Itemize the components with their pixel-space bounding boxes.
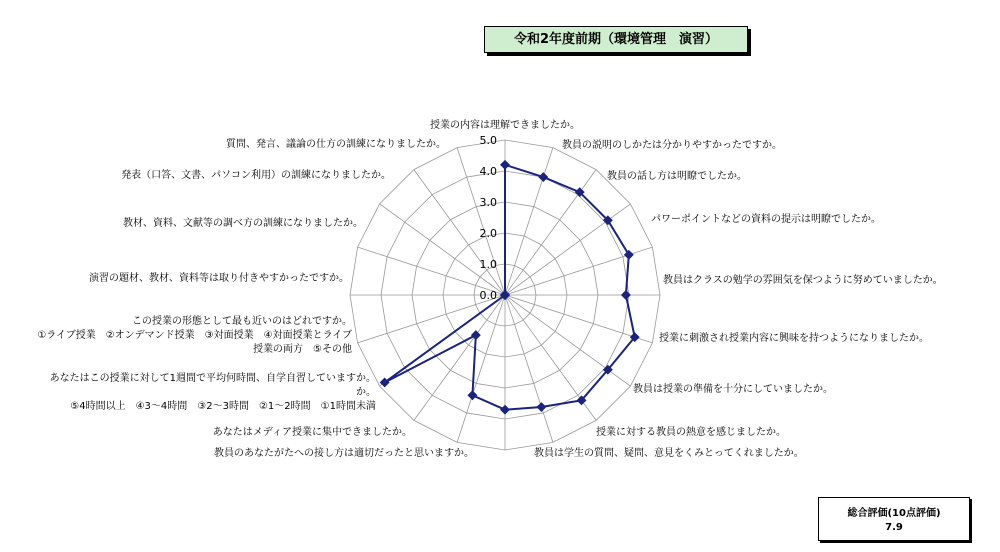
category-label: 授業の両方 ⑤その他 xyxy=(253,344,352,355)
category-label: 演習の題材、教材、資料等は取り付きやすかったですか。 xyxy=(89,273,349,284)
category-label: 教員の説明のしかたは分かりやすかったですか。 xyxy=(562,140,782,151)
radial-tick-label: 5.0 xyxy=(479,134,497,147)
category-label: ⑤4時間以上 ④3～4時間 ③2～3時間 ②1～2時間 ①1時間未満 xyxy=(70,401,376,412)
category-label: あなたはメディア授業に集中できましたか。 xyxy=(212,427,412,438)
category-label: 教員は授業の準備を十分にしていましたか。 xyxy=(633,384,833,395)
radial-tick-label: 0.0 xyxy=(479,289,497,302)
grid-spoke xyxy=(457,295,505,442)
data-point xyxy=(500,405,510,415)
category-label: 教員のあなたがたへの接し方は適切だったと思いますか。 xyxy=(214,448,474,459)
radial-tick-label: 2.0 xyxy=(479,227,497,240)
series-line xyxy=(385,165,635,410)
category-label: 教員はクラスの勉学の雰囲気を保つように努めていましたか。 xyxy=(663,275,943,286)
data-point xyxy=(538,172,548,182)
data-point xyxy=(467,390,477,400)
category-label: 質問、発言、議論の仕方の訓練になりましたか。 xyxy=(226,139,446,150)
category-label: 教材、資料、文献等の調べ方の訓練になりましたか。 xyxy=(123,218,363,229)
series-layer xyxy=(380,160,640,415)
radial-axis-ticks xyxy=(480,134,498,302)
radial-tick-label: 1.0 xyxy=(479,258,497,271)
category-label: この授業の形態として最も近いのはどれですか。 xyxy=(132,316,352,327)
data-point xyxy=(500,160,510,170)
grid-spoke xyxy=(358,295,505,343)
grid-spoke xyxy=(505,295,553,442)
category-label: あなたはこの授業に対して1週間で平均何時間、自学自習していますか。 xyxy=(49,373,376,384)
grid-spoke xyxy=(505,170,596,295)
category-label: 教員は学生の質問、疑問、意見をくみとってくれましたか。 xyxy=(534,448,804,459)
overall-rating-box xyxy=(818,497,970,541)
data-point xyxy=(536,402,546,412)
category-label: 授業に刺激され授業内容に興味を持つようになりましたか。 xyxy=(659,333,929,344)
grid-spoke xyxy=(358,247,505,295)
category-label: か。 xyxy=(356,387,376,398)
category-label: 教員の話し方は明瞭でしたか。 xyxy=(607,171,747,182)
grid-spoke xyxy=(380,204,505,295)
data-point xyxy=(621,290,631,300)
grid-spoke xyxy=(505,204,630,295)
grid-spoke xyxy=(505,148,553,295)
data-point xyxy=(471,330,481,340)
overall-rating-value: 7.9 xyxy=(885,522,903,533)
data-point xyxy=(624,250,634,260)
chart-title: 令和2年度前期（環境管理 演習） xyxy=(484,26,748,53)
category-label: 授業に対する教員の熱意を感じましたか。 xyxy=(596,427,786,438)
category-label: 授業の内容は理解できましたか。 xyxy=(430,120,580,131)
category-label: 発表（口答、文書、パソコン利用）の訓練になりましたか。 xyxy=(121,170,391,181)
category-label: ①ライブ授業 ②オンデマンド授業 ③対面授業 ④対面授業とライブ xyxy=(37,330,352,341)
category-label: パワーポイントなどの資料の提示は明瞭でしたか。 xyxy=(651,214,881,225)
overall-rating-label: 総合評価(10点評価) xyxy=(847,508,941,519)
grid-spoke xyxy=(414,295,505,420)
grid-spoke xyxy=(505,295,630,386)
radial-tick-label: 4.0 xyxy=(479,165,497,178)
radial-tick-label: 3.0 xyxy=(479,196,497,209)
